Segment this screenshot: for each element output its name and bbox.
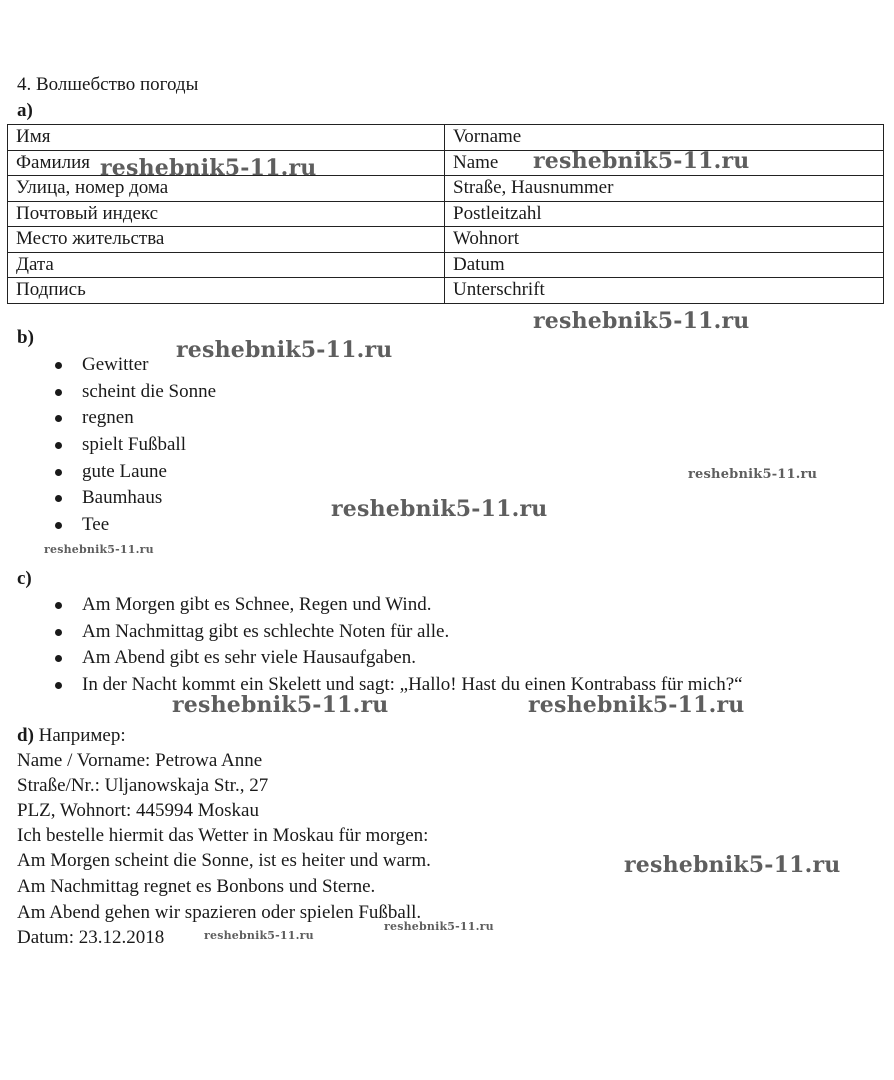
table-cell-de: Wohnort xyxy=(445,227,884,253)
list-item: regnen xyxy=(17,405,216,432)
section-d-intro: Например: xyxy=(38,725,126,746)
word-list-b xyxy=(17,352,216,539)
watermark-text: reshebnik5-11.ru xyxy=(100,155,317,181)
table-cell-de: Postleitzahl xyxy=(445,201,884,227)
table-cell-de: Name xyxy=(445,150,884,176)
list-item: spielt Fußball xyxy=(17,432,216,459)
list-item: In der Nacht kommt ein Skelett und sagt: „Hallo! Hast du einen Kontrabass für mich?“ xyxy=(17,672,743,699)
section-d-heading xyxy=(17,723,126,748)
section-d-label: d) xyxy=(17,725,34,746)
page-title: 4. Волшебство погоды xyxy=(17,74,199,95)
bullet-icon xyxy=(55,362,62,369)
bullet-icon xyxy=(55,495,62,502)
bullet-icon xyxy=(55,655,62,662)
bullet-icon xyxy=(55,629,62,636)
text-line: Am Nachmittag regnet es Bonbons und Sterne. xyxy=(17,876,376,897)
table-cell-ru: Дата xyxy=(8,252,445,278)
text-line: Ich bestelle hiermit das Wetter in Moskau für morgen: xyxy=(17,825,429,846)
table-row xyxy=(8,125,884,151)
watermark-text: reshebnik5-11.ru xyxy=(44,543,154,556)
watermark-text: reshebnik5-11.ru xyxy=(688,467,818,482)
text-line: Am Morgen scheint die Sonne, ist es heiter und warm. xyxy=(17,850,431,871)
text-line: Name / Vorname: Petrowa Anne xyxy=(17,750,263,771)
text-line: Straße/Nr.: Uljanowskaja Str., 27 xyxy=(17,775,269,796)
bullet-icon xyxy=(55,442,62,449)
bullet-icon xyxy=(55,522,62,529)
list-item: Am Morgen gibt es Schnee, Regen und Wind. xyxy=(17,592,743,619)
table-cell-ru: Улица, номер дома xyxy=(8,176,445,202)
list-item: Gewitter xyxy=(17,352,216,379)
table-cell-de: Unterschrift xyxy=(445,278,884,304)
bullet-icon xyxy=(55,415,62,422)
bullet-icon xyxy=(55,682,62,689)
watermark-text: reshebnik5-11.ru xyxy=(172,692,389,718)
table-cell-ru: Имя xyxy=(8,125,445,151)
table-cell-de: Datum xyxy=(445,252,884,278)
bullet-icon xyxy=(55,389,62,396)
table-cell-de: Straße, Hausnummer xyxy=(445,176,884,202)
watermark-text: reshebnik5-11.ru xyxy=(176,337,393,363)
list-item: Tee xyxy=(17,512,216,539)
watermark-text: reshebnik5-11.ru xyxy=(204,929,314,942)
list-item: Am Abend gibt es sehr viele Hausaufgaben. xyxy=(17,645,743,672)
list-item: gute Laune xyxy=(17,459,216,486)
table-cell-ru: Подпись xyxy=(8,278,445,304)
table-cell-ru: Фамилия xyxy=(8,150,445,176)
watermark-text: reshebnik5-11.ru xyxy=(528,692,745,718)
section-c-label: c) xyxy=(17,568,32,589)
watermark-text: reshebnik5-11.ru xyxy=(331,496,548,522)
table-row xyxy=(8,201,884,227)
table-cell-ru: Место жительства xyxy=(8,227,445,253)
text-line: Am Abend gehen wir spazieren oder spielen Fußball. xyxy=(17,902,422,923)
table-cell-de: Vorname xyxy=(445,125,884,151)
table-cell-ru: Почтовый индекс xyxy=(8,201,445,227)
watermark-text: reshebnik5-11.ru xyxy=(533,148,750,174)
text-line: Datum: 23.12.2018 xyxy=(17,927,165,948)
list-item: Baumhaus xyxy=(17,485,216,512)
table-row xyxy=(8,227,884,253)
text-line: PLZ, Wohnort: 445994 Moskau xyxy=(17,800,259,821)
list-item: Am Nachmittag gibt es schlechte Noten für alle. xyxy=(17,619,743,646)
list-item: scheint die Sonne xyxy=(17,379,216,406)
bullet-icon xyxy=(55,469,62,476)
bullet-icon xyxy=(55,602,62,609)
vocabulary-table xyxy=(7,124,884,304)
watermark-text: reshebnik5-11.ru xyxy=(384,920,494,933)
watermark-text: reshebnik5-11.ru xyxy=(533,308,750,334)
watermark-text: reshebnik5-11.ru xyxy=(624,852,841,878)
sentence-list-c xyxy=(17,592,743,699)
table-row xyxy=(8,278,884,304)
table-row xyxy=(8,252,884,278)
section-b-label: b) xyxy=(17,327,34,348)
section-a-label: a) xyxy=(17,100,33,121)
